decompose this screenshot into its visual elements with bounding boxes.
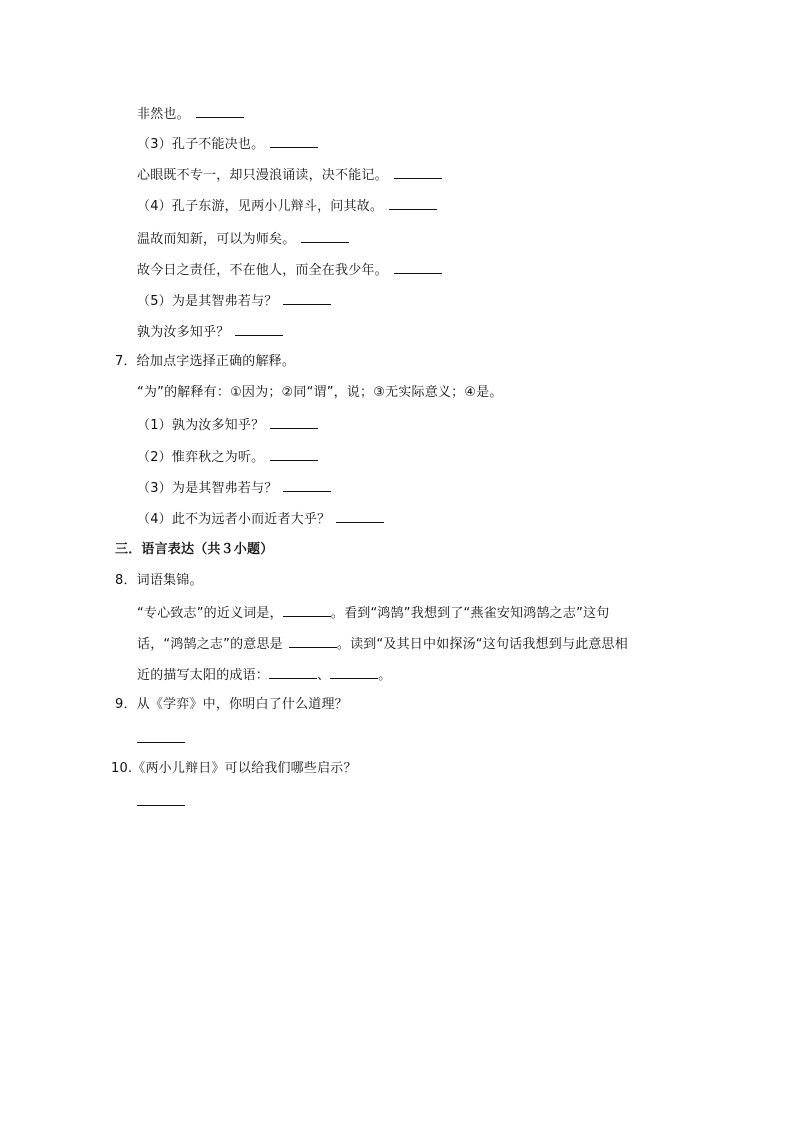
question-text: （4）此不为远者小而近者大乎？ bbox=[137, 512, 331, 527]
answer-blank[interactable] bbox=[235, 321, 283, 336]
answer-blank[interactable] bbox=[389, 195, 437, 210]
q9-answer-line bbox=[137, 728, 185, 750]
answer-blank[interactable] bbox=[289, 633, 337, 648]
question-line bbox=[137, 446, 318, 468]
q8-line-2 bbox=[137, 633, 628, 655]
question-line bbox=[115, 571, 203, 591]
question-line bbox=[137, 414, 318, 436]
q10-question bbox=[111, 759, 357, 779]
question-text: 7．给加点字选择正确的解释。 bbox=[115, 354, 296, 369]
question-line bbox=[137, 290, 331, 312]
question-text: （2）惟弈秋之为听。 bbox=[137, 450, 265, 465]
question-text: （3）为是其智弗若与？ bbox=[137, 481, 278, 496]
q8-line-2-text-a: 话，“鸿鹄之志”的意思是 bbox=[137, 637, 283, 652]
q8-line-3 bbox=[137, 664, 391, 686]
q9-text: 9．从《学弈》中，你明白了什么道理？ bbox=[115, 697, 348, 712]
answer-blank[interactable] bbox=[394, 164, 442, 179]
question-line bbox=[137, 133, 318, 155]
question-text: 非然也。 bbox=[137, 107, 190, 122]
question-text: 故今日之责任，不在他人，而全在我少年。 bbox=[137, 263, 388, 278]
answer-blank[interactable] bbox=[283, 602, 331, 617]
q8-line-3-sep: 、 bbox=[317, 668, 331, 683]
question-text: （4）孔子东游，见两小儿辩斗，问其故。 bbox=[137, 199, 384, 214]
answer-blank[interactable] bbox=[270, 133, 318, 148]
question-line bbox=[137, 383, 503, 403]
q8-line-1-text-b: 。看到“鸿鹄”我想到了“燕雀安知鸿鹄之志”这句 bbox=[330, 606, 610, 621]
question-text: 温故而知新，可以为师矣。 bbox=[137, 232, 296, 247]
q8-line-3-text-a: 近的描写太阳的成语： bbox=[137, 668, 270, 683]
question-text: 三．语言表达（共３小题） bbox=[115, 542, 274, 557]
question-text: “为”的解释有：①因为；②同“谓”，说；③无实际意义；④是。 bbox=[137, 385, 503, 400]
answer-blank[interactable] bbox=[283, 477, 331, 492]
question-line bbox=[137, 164, 442, 186]
question-line bbox=[137, 228, 349, 250]
question-text: （3）孔子不能决也。 bbox=[137, 137, 265, 152]
answer-blank[interactable] bbox=[270, 414, 318, 429]
answer-blank[interactable] bbox=[269, 664, 317, 679]
answer-blank[interactable] bbox=[270, 446, 318, 461]
q8-line-2-text-b: 。读到“及其日中如探汤“这句话我想到与此意思相 bbox=[336, 637, 628, 652]
answer-blank[interactable] bbox=[394, 259, 442, 274]
question-text: 孰为汝多知乎？ bbox=[137, 325, 230, 340]
answer-blank[interactable] bbox=[283, 290, 331, 305]
answer-blank[interactable] bbox=[330, 664, 378, 679]
q10-text: 10.《两小儿辩日》可以给我们哪些启示？ bbox=[111, 761, 357, 776]
q8-line-1-text-a: “专心致志”的近义词是， bbox=[137, 606, 283, 621]
answer-blank[interactable] bbox=[196, 103, 244, 118]
question-text: 心眼既不专一，却只漫浪诵读，决不能记。 bbox=[137, 168, 388, 183]
question-line bbox=[137, 321, 283, 343]
q9-question bbox=[115, 695, 348, 715]
question-line bbox=[115, 352, 295, 372]
question-line bbox=[137, 477, 331, 499]
answer-blank[interactable] bbox=[137, 791, 185, 806]
question-line bbox=[137, 195, 437, 217]
question-line bbox=[137, 103, 244, 125]
q8-line-1 bbox=[137, 602, 609, 624]
q8-line-3-end: 。 bbox=[378, 668, 392, 683]
answer-blank[interactable] bbox=[336, 508, 384, 523]
question-line bbox=[137, 508, 384, 530]
q10-answer-line bbox=[137, 791, 185, 813]
answer-blank[interactable] bbox=[301, 228, 349, 243]
question-line bbox=[137, 259, 442, 281]
section-heading bbox=[115, 540, 273, 560]
question-text: （5）为是其智弗若与？ bbox=[137, 294, 278, 309]
answer-blank[interactable] bbox=[137, 728, 185, 743]
question-text: 8．词语集锦。 bbox=[115, 573, 203, 588]
question-text: （1）孰为汝多知乎？ bbox=[137, 418, 265, 433]
